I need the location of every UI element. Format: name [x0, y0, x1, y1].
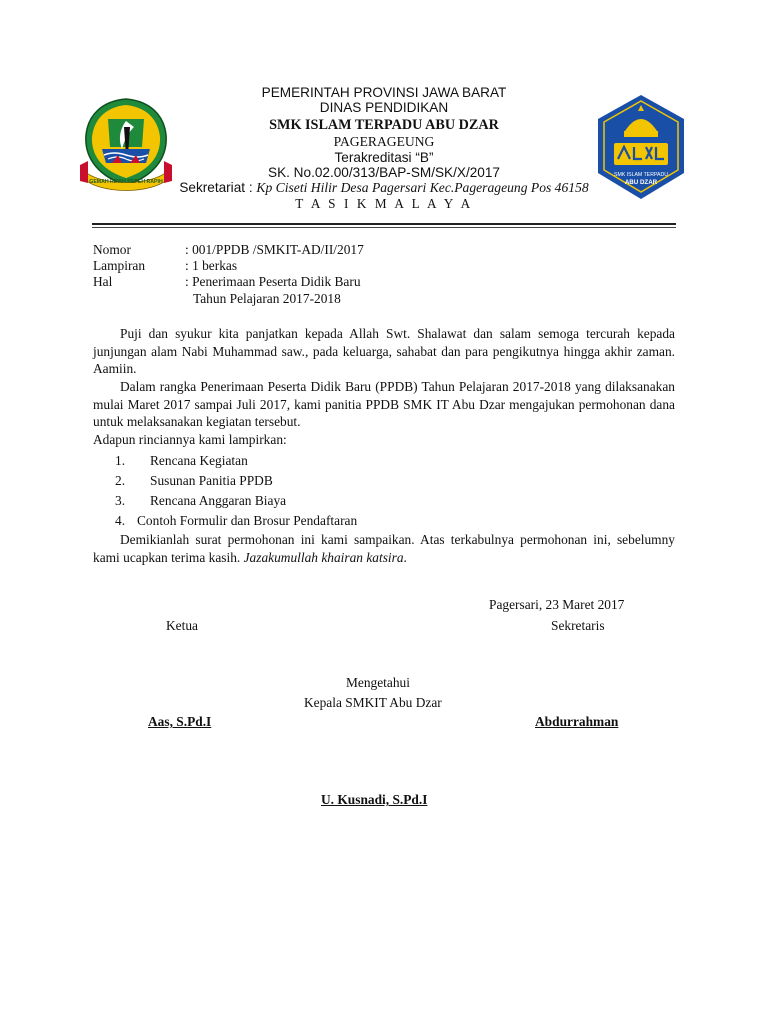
paragraph-closing — [93, 531, 675, 566]
list-text: Susunan Panitia PPDB — [150, 472, 273, 488]
city-line: T A S I K M A L A Y A — [295, 195, 473, 211]
closing-italic: Jazakumullah khairan katsira — [243, 549, 404, 565]
ketua-label: Ketua — [166, 618, 198, 633]
hal-label: Hal — [93, 274, 113, 289]
list-item — [93, 511, 675, 531]
sekretaris-label: Sekretaris — [551, 618, 605, 633]
west-java-motto: GEMAH RIPAH REPEH RAPIH — [89, 179, 163, 185]
hal-value-line2: Tahun Pelajaran 2017-2018 — [193, 291, 341, 306]
nomor-label: Nomor — [93, 242, 131, 257]
list-text: Contoh Formulir dan Brosur Pendaftaran — [137, 512, 358, 528]
mengetahui-label: Mengetahui — [346, 675, 410, 690]
secretariat-address: Kp Ciseti Hilir Desa Pagersari Kec.Pagerageung Pos 46158 — [256, 179, 589, 195]
list-text: Rencana Anggaran Biaya — [150, 492, 287, 508]
secretariat-line — [150, 181, 618, 196]
secretariat-label: Sekretariat : — [179, 179, 253, 195]
list-item — [93, 451, 675, 471]
lampiran-label: Lampiran — [93, 258, 146, 273]
letterhead-divider — [92, 223, 676, 225]
place-date: Pagersari, 23 Maret 2017 — [489, 597, 625, 612]
list-number: 3. — [115, 492, 126, 508]
list-number: 1. — [115, 452, 126, 468]
attachment-list — [93, 451, 675, 531]
kepala-label: Kepala SMKIT Abu Dzar — [304, 695, 442, 710]
sk-number-line: SK. No.02.00/313/BAP-SM/SK/X/2017 — [268, 164, 500, 180]
sekretaris-name: Abdurrahman — [535, 714, 619, 729]
meta-row-hal — [93, 274, 653, 290]
paragraph-attachments-intro: Adapun rinciannya kami lampirkan: — [93, 432, 287, 448]
kepala-name: U. Kusnadi, S.Pd.I — [321, 792, 428, 807]
list-item — [93, 491, 675, 511]
school-logo-text1: SMK ISLAM TERPADU — [614, 172, 668, 178]
meta-row-lampiran — [93, 258, 653, 274]
closing-end: . — [403, 549, 407, 565]
accreditation-line: Terakreditasi “B” — [334, 149, 434, 165]
district-line: PAGERAGEUNG — [333, 134, 435, 150]
paragraph-opening: Puji dan syukur kita panjatkan kepada Allah Swt. Shalawat dan salam semoga tercurah kepada junjungan alam Nabi Muhammad saw., pada keluarga, sahabat dan para pengikutnya hingga akhir zaman. Aamiin. — [93, 326, 675, 377]
nomor-value: : 001/PPDB /SMKIT-AD/II/2017 — [185, 242, 364, 257]
letterhead-divider-thin — [92, 227, 676, 228]
lampiran-value: : 1 berkas — [185, 258, 238, 273]
school-name: SMK ISLAM TERPADU ABU DZAR — [269, 116, 499, 133]
letterhead — [150, 86, 618, 212]
letter-meta — [93, 242, 653, 307]
closing-text: Demikianlah surat permohonan ini kami sampaikan. Atas terkabulnya permohonan ini, sebelumny kami ucapkan terima kasih. — [93, 531, 675, 565]
list-number: 2. — [115, 472, 126, 488]
school-logo-text2: ABU DZAR — [624, 179, 658, 186]
department-line: DINAS PENDIDIKAN — [319, 99, 449, 115]
letter-body — [93, 325, 675, 566]
list-number: 4. — [115, 512, 126, 528]
paragraph-purpose: Dalam rangka Penerimaan Peserta Didik Baru (PPDB) Tahun Pelajaran 2017-2018 yang dilaksanakan mulai Maret 2017 sampai Juli 2017, kami panitia PPDB SMK IT Abu Dzar mengajukan permohonan dana untuk melaksanakan kegiatan tersebut. — [93, 379, 675, 430]
list-text: Rencana Kegiatan — [150, 452, 248, 468]
meta-row-nomor — [93, 242, 653, 258]
province-line: PEMERINTAH PROVINSI JAWA BARAT — [261, 85, 507, 100]
hal-value: : Penerimaan Peserta Didik Baru — [185, 274, 361, 289]
ketua-name: Aas, S.Pd.I — [148, 714, 212, 729]
list-item — [93, 471, 675, 491]
